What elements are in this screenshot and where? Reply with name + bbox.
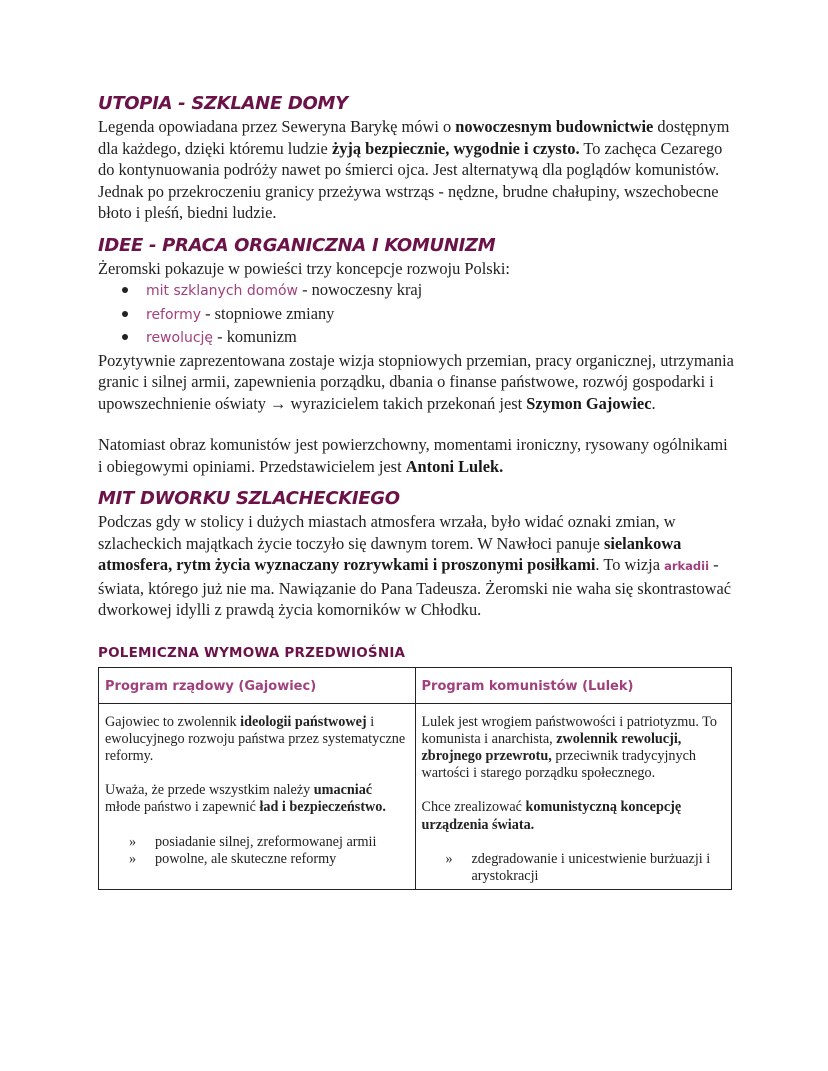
bullet-dot-icon bbox=[122, 311, 128, 317]
list-item bbox=[122, 326, 734, 350]
utopia-bold-2: żyją bezpiecznie, wygodnie i czysto. bbox=[331, 138, 580, 158]
list-item bbox=[446, 851, 726, 885]
table-header-row bbox=[99, 667, 732, 703]
right-paragraph-2 bbox=[422, 799, 726, 833]
idee-p1-end: . bbox=[651, 393, 656, 413]
concept-desc: - nowoczesny kraj bbox=[297, 280, 423, 299]
left-p2-b: umacniać bbox=[313, 782, 373, 799]
spacer bbox=[422, 782, 726, 799]
left-p1-a: Gajowiec to zwolennik bbox=[105, 713, 241, 730]
right-p1-b: zwolennik rewolucji, zbrojnego przewrotu, bbox=[421, 730, 682, 764]
mit-text-3: - świata, którego już nie ma. Nawiązanie do Pana Tadeusza. Żeromski nie waha się skontrastować dworkowej idylli z prawdą życia komorników w Chłodku. bbox=[98, 555, 732, 619]
document-content bbox=[98, 92, 734, 890]
utopia-text-3: To zachęca Cezarego do kontynuowania podróży nawet po śmierci ojca. Jest alternatywą dla poglądów komunistów. Jednak po przekroczeniu granicy przeżywa wstrząs - nędzne, brudne chałupiny, wszechobecne błoto i pleśń, biedni ludzie. bbox=[98, 138, 723, 222]
list-item bbox=[129, 851, 409, 868]
utopia-bold-1: nowoczesnym budownictwie bbox=[455, 117, 654, 136]
right-p1-c: przeciwnik tradycyjnych wartości i starego porządku społecznego. bbox=[421, 747, 696, 782]
mit-pink-term: arkadii bbox=[664, 559, 710, 573]
section-heading-polemiczna: POLEMICZNA WYMOWA PRZEDWIOŚNIA bbox=[98, 644, 406, 661]
left-bullets bbox=[105, 834, 409, 868]
list-item bbox=[122, 303, 734, 327]
chevron-right-double-icon: » bbox=[445, 850, 453, 867]
idee-p1-text: Pozytywnie zaprezentowana zostaje wizja stopniowych przemian, pracy organicznej, utrzymania granic i silnej armii, zapewnienia porządku, dbania o finanse państwowe, rozwój gospodarki i upowszechnienie oświaty → wyrazicielem takich przekonań jest bbox=[98, 350, 734, 413]
utopia-text-2: dostępnym dla każdego, dzięki któremu ludzie bbox=[98, 117, 730, 158]
section-heading-utopia: UTOPIA - SZKLANE DOMY bbox=[98, 93, 348, 114]
left-p1-c: i ewolucyjnego rozwoju państwa przez systematyczne reformy. bbox=[105, 713, 406, 764]
spacer bbox=[105, 817, 409, 834]
right-bullet-text: zdegradowanie i unicestwienie burżuazji i arystokracji bbox=[471, 850, 711, 884]
table-cell-right bbox=[415, 703, 732, 890]
idee-p2-text: Natomiast obraz komunistów jest powierzchowny, momentami ironiczny, rysowany ogólnikami i obiegowymi opiniami. Przedstawicielem jest bbox=[98, 435, 728, 476]
utopia-text-1: Legenda opowiadana przez Seweryna Barykę mówi o bbox=[98, 117, 456, 136]
bullet-dot-icon bbox=[122, 334, 128, 340]
mit-bold-1: sielankowa atmosfera, rytm życia wyznaczany rozrywkami i proszonymi posiłkami bbox=[98, 533, 682, 574]
concept-desc: - stopniowe zmiany bbox=[201, 303, 335, 323]
idee-paragraph-1 bbox=[98, 350, 734, 415]
idee-paragraph-2 bbox=[98, 434, 734, 477]
left-p1-b: ideologii państwowej bbox=[240, 713, 367, 730]
right-p1-a: Lulek jest wrogiem państwowości i patriotyzmu. To komunista i anarchista, bbox=[421, 713, 717, 747]
comparison-table bbox=[98, 667, 732, 891]
concept-term: reformy bbox=[146, 306, 201, 323]
left-paragraph-1 bbox=[105, 714, 409, 766]
concept-term: rewolucję bbox=[146, 330, 214, 346]
section-heading-idee: IDEE - PRACA ORGANICZNA I KOMUNIZM bbox=[98, 234, 496, 256]
concept-desc: - komunizm bbox=[213, 327, 297, 346]
concept-term: mit szklanych domów bbox=[146, 283, 298, 299]
right-p2-b: komunistyczną koncepcję urządzenia świata. bbox=[421, 799, 682, 833]
left-p2-d: ład i bezpieczeństwo. bbox=[259, 799, 386, 816]
utopia-paragraph bbox=[98, 116, 734, 224]
right-p2-a: Chce zrealizować bbox=[421, 799, 526, 816]
left-paragraph-2 bbox=[105, 782, 409, 816]
spacer bbox=[105, 765, 409, 782]
chevron-right-double-icon: » bbox=[129, 850, 137, 867]
left-bullet-text: powolne, ale skuteczne reformy bbox=[155, 850, 337, 867]
idee-intro: Żeromski pokazuje w powieści trzy koncepcje rozwoju Polski: bbox=[98, 258, 510, 278]
list-item bbox=[129, 834, 409, 851]
list-item bbox=[122, 279, 734, 303]
idee-p1-bold: Szymon Gajowiec bbox=[526, 393, 652, 413]
spacer bbox=[422, 834, 726, 851]
mit-text-1: Podczas gdy w stolicy i dużych miastach atmosfera wrzała, było widać oznaki zmian, w szlacheckich majątkach życie toczyło się dawnym torem. W Nawłoci panuje bbox=[98, 512, 676, 553]
idee-p2-bold: Antoni Lulek. bbox=[405, 456, 504, 476]
table-header-right: Program komunistów (Lulek) bbox=[415, 667, 732, 703]
bullet-dot-icon bbox=[122, 287, 128, 293]
section-heading-mit: MIT DWORKU SZLACHECKIEGO bbox=[98, 488, 400, 509]
mit-text-2: . To wizja bbox=[595, 555, 665, 574]
chevron-right-double-icon: » bbox=[129, 833, 137, 850]
mit-paragraph bbox=[98, 511, 734, 621]
table-cell-left bbox=[99, 703, 416, 890]
table-row bbox=[99, 703, 732, 890]
right-paragraph-1 bbox=[422, 714, 726, 783]
table-header-left: Program rządowy (Gajowiec) bbox=[99, 667, 416, 703]
right-bullets bbox=[422, 851, 726, 885]
left-p2-c: młode państwo i zapewnić bbox=[105, 799, 260, 816]
concepts-list bbox=[98, 279, 734, 350]
left-p2-a: Uważa, że przede wszystkim należy bbox=[105, 782, 314, 799]
left-bullet-text: posiadanie silnej, zreformowanej armii bbox=[155, 833, 377, 850]
